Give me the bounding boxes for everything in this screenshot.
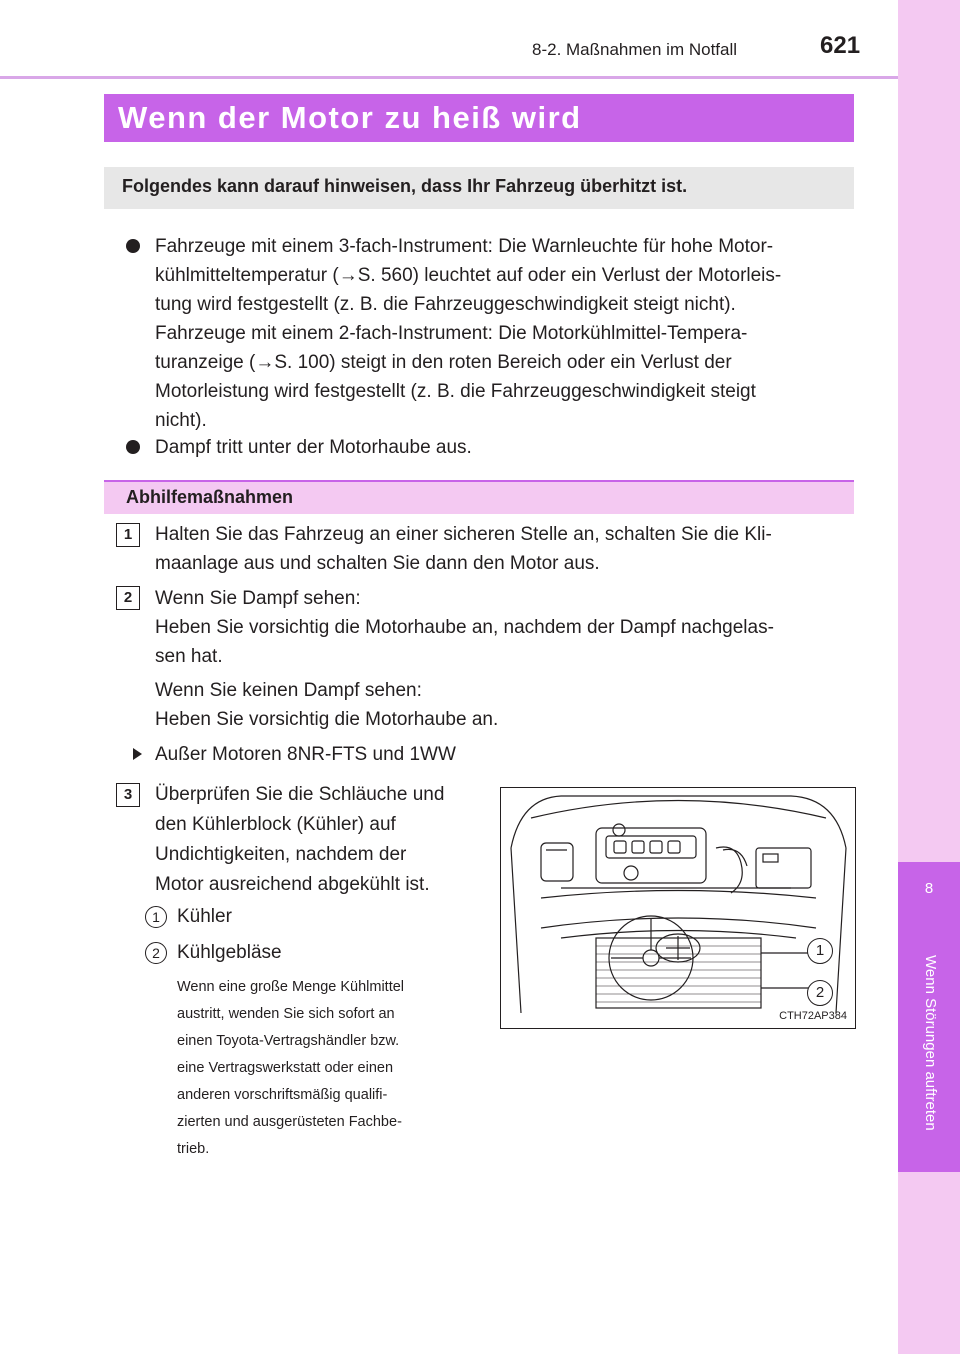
page-number: 621 (820, 32, 861, 59)
step-number-badge: 3 (116, 783, 140, 807)
step-line: Heben Sie vorsichtig die Motorhaube an. (155, 709, 499, 730)
step-line: Heben Sie vorsichtig die Motorhaube an, nachdem der Dampf nachgelas- (155, 617, 774, 638)
step-number-badge: 1 (116, 523, 140, 547)
item-label: Kühlgebläse (177, 942, 282, 963)
note-line: zierten und ausgerüsteten Fachbe- (177, 1114, 402, 1130)
header-divider (0, 76, 898, 79)
step-line: Wenn Sie Dampf sehen: (155, 588, 361, 609)
step-text-alt (155, 676, 850, 734)
triangle-marker-icon (133, 748, 142, 760)
step-number-badge: 2 (116, 586, 140, 610)
note-line: Wenn eine große Menge Kühlmittel (177, 979, 405, 995)
engine-bay-drawing (501, 788, 855, 1028)
bullet-line: tung wird festgestellt (z. B. die Fahrzeuggeschwindigkeit steigt nicht). (155, 294, 736, 315)
chapter-number: 8 (924, 880, 934, 897)
chapter-title: Wenn Störungen auftreten (922, 955, 939, 1131)
step-line: maanlage aus und schalten Sie dann den Motor aus. (155, 553, 600, 574)
step-line: Undichtigkeiten, nachdem der (155, 844, 407, 865)
bullet-line: Fahrzeuge mit einem 3-fach-Instrument: Die Warnleuchte für hohe Motor- (155, 236, 774, 257)
bullet-line: nicht). (155, 410, 207, 431)
note-line: eine Vertragswerkstatt oder einen (177, 1060, 394, 1076)
callout-radiator: 1 (807, 938, 833, 964)
note-line: austritt, wenden Sie sich sofort an (177, 1006, 395, 1022)
step-line: Überprüfen Sie die Schläuche und (155, 784, 445, 805)
bullet-item (155, 232, 850, 435)
step-text (155, 584, 850, 671)
step-line: den Kühlerblock (Kühler) auf (155, 814, 396, 835)
step-line: Halten Sie das Fahrzeug an einer sicheren Stelle an, schalten Sie die Kli- (155, 524, 772, 545)
bullet-line: Dampf tritt unter der Motorhaube aus. (155, 437, 472, 458)
bullet-line: Motorleistung wird festgestellt (z. B. die Fahrzeuggeschwindigkeit steigt (155, 381, 756, 402)
engine-bay-illustration (500, 787, 856, 1029)
note-line: trieb. (177, 1141, 210, 1157)
summary-text: Folgendes kann darauf hinweisen, dass Ihr Fahrzeug überhitzt ist. (122, 176, 688, 196)
bullet-icon (126, 239, 140, 253)
step-line: sen hat. (155, 646, 223, 667)
note-text (177, 974, 481, 1163)
step-text (155, 520, 850, 578)
bullet-line: kühlmitteltemperatur (→S. 560) leuchtet auf oder ein Verlust der Motorleis- (155, 265, 782, 286)
note-line: einen Toyota-Vertragshändler bzw. (177, 1033, 400, 1049)
note-line: anderen vorschriftsmäßig qualifi- (177, 1087, 388, 1103)
item-number-badge: 1 (145, 906, 167, 928)
bullet-line: Fahrzeuge mit einem 2-fach-Instrument: Die Motorkühlmittel-Tempera- (155, 323, 748, 344)
item-label: Kühler (177, 906, 232, 927)
step-text (155, 780, 481, 900)
callout-cooling-fan: 2 (807, 980, 833, 1006)
subheading: Abhilfemaßnahmen (126, 487, 294, 507)
step-line: Motor ausreichend abgekühlt ist. (155, 874, 430, 895)
page-title: Wenn der Motor zu heiß wird (118, 100, 582, 135)
bullet-line: turanzeige (→S. 100) steigt in den roten Bereich oder ein Verlust der (155, 352, 732, 373)
item-number-badge: 2 (145, 942, 167, 964)
chapter-side-tab (898, 0, 960, 1354)
figure-code: CTH72AP384 (779, 1010, 847, 1022)
subheading-bar (104, 480, 854, 514)
bullet-item (155, 433, 850, 462)
summary-box (104, 167, 854, 209)
bullet-icon (126, 440, 140, 454)
section-breadcrumb: 8-2. Maßnahmen im Notfall (532, 40, 738, 59)
page-title-banner (104, 94, 854, 142)
variant-heading: Außer Motoren 8NR-FTS und 1WW (155, 744, 456, 765)
step-line: Wenn Sie keinen Dampf sehen: (155, 680, 422, 701)
